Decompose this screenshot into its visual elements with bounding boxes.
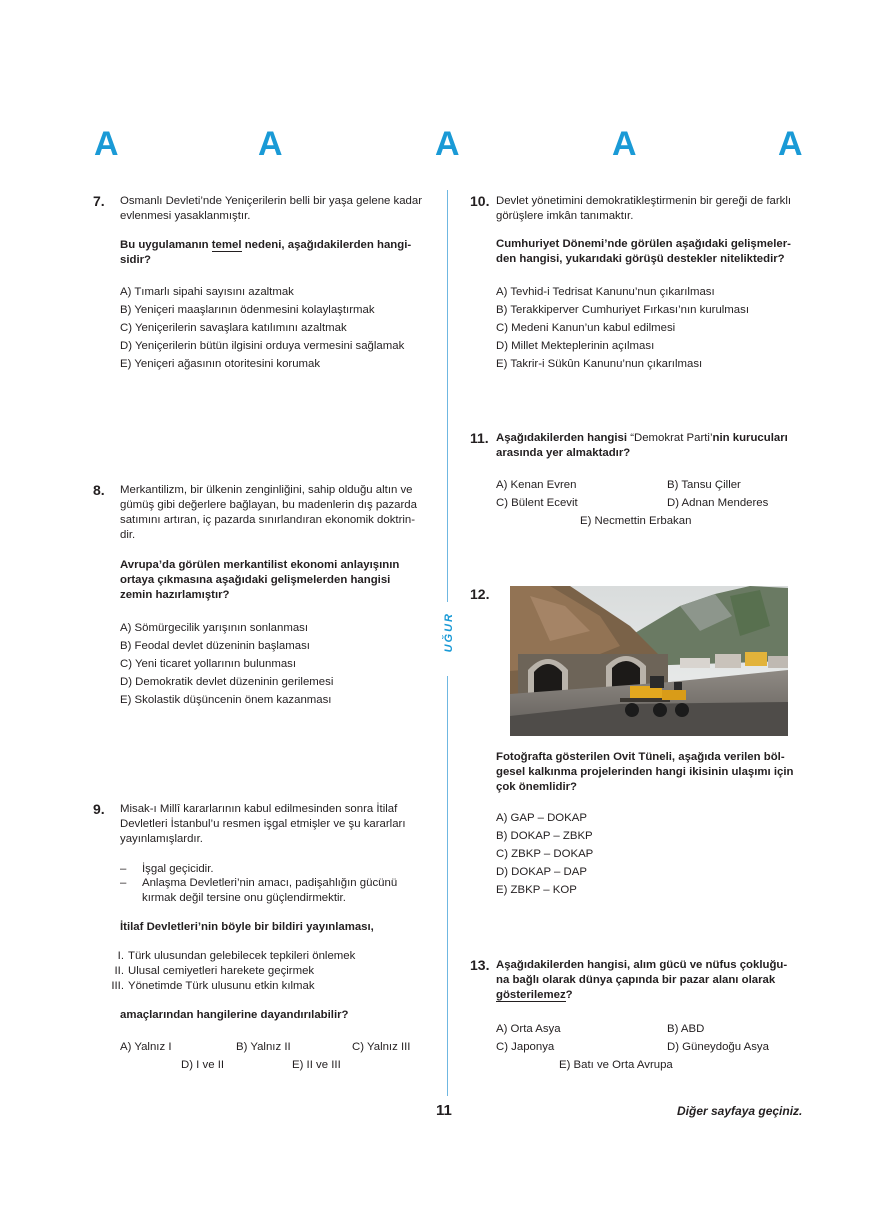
question-number: 12. bbox=[470, 586, 490, 602]
answer-option[interactable]: D) DOKAP – DAP bbox=[496, 866, 587, 878]
answer-option[interactable]: D) I ve II bbox=[181, 1059, 225, 1071]
dash-list-item: – Anlaşma Devletleri’nin amacı, padişahlığın gücünü bbox=[120, 877, 398, 889]
question-prompt-line: zemin hazırlamıştır? bbox=[120, 589, 230, 601]
answer-option[interactable]: A) Tevhid-i Tedrisat Kanunu’nun çıkarılması bbox=[496, 286, 715, 298]
question-stem-line: Devletleri İstanbul’u resmen işgal etmişler ve şu kararları bbox=[120, 818, 406, 830]
question-number: 11. bbox=[470, 430, 489, 446]
dash-list-item: – İşgal geçicidir. bbox=[120, 863, 214, 875]
answer-option[interactable]: E) Yeniçeri ağasının otoritesini korumak bbox=[120, 358, 321, 370]
question-stem-line: dir. bbox=[120, 529, 136, 541]
question-number: 8. bbox=[93, 482, 105, 498]
question-prompt-line: gesel kalkınma projelerinden hangi ikisinin ulaşımı için bbox=[496, 766, 794, 778]
answer-option[interactable]: B) ABD bbox=[667, 1023, 705, 1035]
question-prompt-line: Avrupa’da görülen merkantilist ekonomi anlayışının bbox=[120, 559, 400, 571]
question-stem-line: gümüş gibi değerlere bağlayan, bu madenlerin dış pazarda bbox=[120, 499, 417, 511]
question-prompt-line: çok önemlidir? bbox=[496, 781, 578, 793]
answer-option[interactable]: E) Skolastik düşüncenin önem kazanması bbox=[120, 694, 332, 706]
answer-option[interactable]: B) Tansu Çiller bbox=[667, 479, 741, 491]
question-number: 9. bbox=[93, 801, 105, 817]
dash-list-item-cont: kırmak değil tersine onu güçlendirmektir. bbox=[142, 892, 346, 904]
question-prompt-line: sidir? bbox=[120, 254, 152, 266]
page-number: 11 bbox=[436, 1102, 452, 1119]
answer-option[interactable]: D) Yeniçerilerin bütün ilgisini orduya vermesini sağlamak bbox=[120, 340, 405, 352]
question-prompt-line: arasında yer almaktadır? bbox=[496, 447, 631, 459]
question-stem-line: Osmanlı Devleti’nde Yeniçerilerin belli bir yaşa gelene kadar bbox=[120, 195, 423, 207]
question-prompt-line: gösterilemez? bbox=[496, 989, 573, 1001]
underlined-word: temel bbox=[211, 239, 242, 251]
booklet-letter: A bbox=[258, 125, 283, 163]
answer-option[interactable]: B) Yalnız II bbox=[236, 1041, 291, 1053]
booklet-letter: A bbox=[435, 125, 460, 163]
question-prompt: İtilaf Devletleri’nin böyle bir bildiri yayınlaması, bbox=[120, 921, 374, 933]
question-prompt-line: ortaya çıkmasına aşağıdaki gelişmelerden hangisi bbox=[120, 574, 391, 586]
answer-option[interactable]: B) DOKAP – ZBKP bbox=[496, 830, 593, 842]
booklet-letter: A bbox=[94, 125, 119, 163]
booklet-letter: A bbox=[778, 125, 803, 163]
answer-option[interactable]: C) Yeniçerilerin savaşlara katılımını azaltmak bbox=[120, 322, 347, 334]
answer-option[interactable]: C) Japonya bbox=[496, 1041, 555, 1053]
answer-option[interactable]: A) Tımarlı sipahi sayısını azaltmak bbox=[120, 286, 294, 298]
question-number: 7. bbox=[93, 193, 105, 209]
underlined-word: gösterilemez bbox=[496, 989, 566, 1001]
answer-option[interactable]: A) Orta Asya bbox=[496, 1023, 561, 1035]
question-prompt: Bu uygulamanın temel nedeni, aşağıdakilerden hangi- bbox=[120, 239, 412, 251]
answer-option[interactable]: C) Medeni Kanun’un kabul edilmesi bbox=[496, 322, 676, 334]
answer-option[interactable]: A) Yalnız I bbox=[120, 1041, 172, 1053]
question-prompt-line: Cumhuriyet Dönemi’nde görülen aşağıdaki gelişmeler- bbox=[496, 238, 791, 250]
answer-option[interactable]: C) ZBKP – DOKAP bbox=[496, 848, 594, 860]
tunnel-photo bbox=[510, 586, 788, 736]
roman-item: I. Türk ulusundan gelebilecek tepkileri önlemek bbox=[117, 950, 356, 962]
question-number: 13. bbox=[470, 957, 490, 973]
question-stem-line: yayınlamışlardır. bbox=[120, 833, 203, 845]
answer-option[interactable]: C) Yalnız III bbox=[352, 1041, 411, 1053]
answer-option[interactable]: E) II ve III bbox=[292, 1059, 341, 1071]
question-stem-line: Merkantilizm, bir ülkenin zenginliğini, sahip olduğu altın ve bbox=[120, 484, 413, 496]
answer-option[interactable]: A) Sömürgecilik yarışının sonlanması bbox=[120, 622, 309, 634]
answer-option[interactable]: C) Bülent Ecevit bbox=[496, 497, 578, 509]
question-prompt-line: den hangisi, yukarıdaki görüşü destekler niteliktedir? bbox=[496, 253, 785, 265]
answer-option[interactable]: D) Millet Mekteplerinin açılması bbox=[496, 340, 655, 352]
question-prompt: amaçlarından hangilerine dayandırılabilir? bbox=[120, 1009, 349, 1021]
answer-option[interactable]: D) Demokratik devlet düzeninin gerilemesi bbox=[120, 676, 334, 688]
answer-option[interactable]: B) Yeniçeri maaşlarının ödenmesini kolaylaştırmak bbox=[120, 304, 375, 316]
answer-option[interactable]: C) Yeni ticaret yollarının bulunması bbox=[120, 658, 297, 670]
answer-option[interactable]: A) Kenan Evren bbox=[496, 479, 577, 491]
answer-option[interactable]: D) Güneydoğu Asya bbox=[667, 1041, 769, 1053]
question-stem-line: Devlet yönetimini demokratikleştirmenin bir gereği de farklı bbox=[496, 195, 792, 207]
column-divider bbox=[447, 190, 448, 602]
roman-item: II. Ulusal cemiyetleri harekete geçirmek bbox=[114, 965, 315, 977]
next-page-note: Diğer sayfaya geçiniz. bbox=[677, 1104, 803, 1118]
answer-option[interactable]: E) Takrir-i Sükûn Kanunu’nun çıkarılması bbox=[496, 358, 703, 370]
question-stem-line: görüşlere imkân tanımaktır. bbox=[496, 210, 634, 222]
answer-option[interactable]: D) Adnan Menderes bbox=[667, 497, 769, 509]
question-stem-line: Misak-ı Millî kararlarının kabul edilmesinden sonra İtilaf bbox=[120, 803, 398, 815]
answer-option[interactable]: E) Necmettin Erbakan bbox=[580, 515, 692, 527]
answer-option[interactable]: B) Terakkiperver Cumhuriyet Fırkası’nın kurulması bbox=[496, 304, 749, 316]
question-stem-line: satımını artıran, iç pazarda sınırlandıran ekonomik doktrin- bbox=[120, 514, 416, 526]
question-prompt-line: Aşağıdakilerden hangisi, alım gücü ve nüfus çokluğu- bbox=[496, 959, 788, 971]
question-number: 10. bbox=[470, 193, 490, 209]
side-label: UĞUR bbox=[443, 612, 455, 653]
question-prompt-line: na bağlı olarak dünya çapında bir pazar alanı olarak bbox=[496, 974, 776, 986]
answer-option[interactable]: E) ZBKP – KOP bbox=[496, 884, 577, 896]
roman-item: III. Yönetimde Türk ulusunu etkin kılmak bbox=[111, 980, 315, 992]
answer-option[interactable]: A) GAP – DOKAP bbox=[496, 812, 587, 824]
column-divider bbox=[447, 676, 448, 1096]
answer-option[interactable]: E) Batı ve Orta Avrupa bbox=[559, 1059, 673, 1071]
booklet-letter: A bbox=[612, 125, 637, 163]
question-stem-line: evlenmesi yasaklanmıştır. bbox=[120, 210, 251, 222]
question-prompt-line: Fotoğrafta gösterilen Ovit Tüneli, aşağıda verilen böl- bbox=[496, 751, 785, 763]
question-prompt: Aşağıdakilerden hangisi “Demokrat Parti’nin kurucuları bbox=[496, 432, 788, 444]
answer-option[interactable]: B) Feodal devlet düzeninin başlaması bbox=[120, 640, 310, 652]
